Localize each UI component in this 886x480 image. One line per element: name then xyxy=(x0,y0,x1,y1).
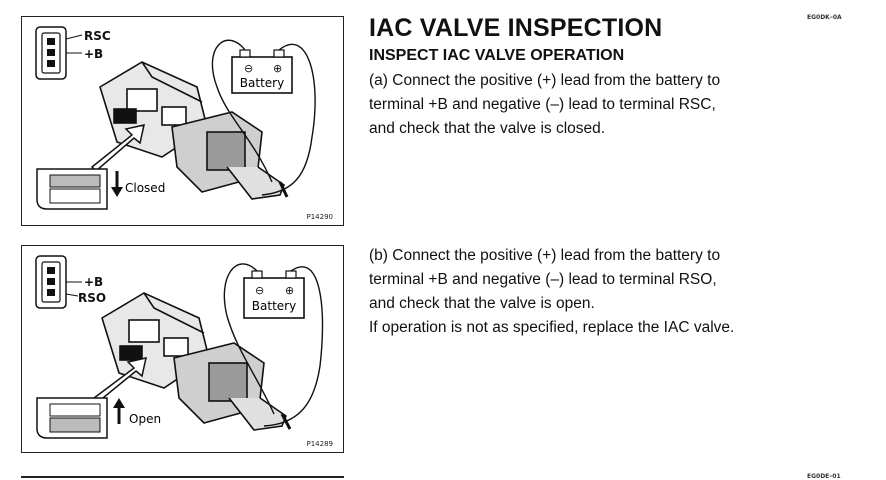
next-figure-top-border xyxy=(21,476,344,478)
section-subtitle: INSPECT IAC VALVE OPERATION xyxy=(369,47,625,64)
battery-label: Battery xyxy=(239,76,285,90)
figure-valve-open xyxy=(21,245,344,453)
terminal-label-top: +B xyxy=(84,275,104,289)
figure-valve-closed xyxy=(21,16,344,226)
figure-code: P14289 xyxy=(306,440,333,448)
svg-text:⊕: ⊕ xyxy=(273,62,283,75)
connector-icon xyxy=(36,27,82,79)
svg-text:⊖: ⊖ xyxy=(244,62,254,75)
terminal-label-bottom: +B xyxy=(84,47,104,61)
step-a-instruction: (a) Connect the positive (+) lead from the battery to terminal +B and negative (–) lead to terminal RSC, and check that the valve is closed. xyxy=(369,72,721,137)
svg-text:⊖: ⊖ xyxy=(255,284,265,297)
valve-open-illustration xyxy=(22,246,345,454)
document-code-top: EG0DK–0A xyxy=(807,14,842,21)
connector-icon xyxy=(36,256,82,308)
battery-label: Battery xyxy=(251,299,297,313)
arrow-up-icon xyxy=(113,398,125,424)
step-b-instruction: (b) Connect the positive (+) lead from the battery to terminal +B and negative (–) lead to terminal RSO, and check that the valve is open. If operation is not as specified, replace the IAC valve. xyxy=(369,247,735,336)
page-title: IAC VALVE INSPECTION xyxy=(369,14,663,42)
valve-closed-illustration xyxy=(22,17,345,227)
svg-text:⊕: ⊕ xyxy=(285,284,295,297)
valve-state-label: Open xyxy=(129,412,162,426)
valve-state-inset xyxy=(37,169,107,209)
valve-state-inset xyxy=(37,398,107,438)
document-code-bottom: EG0DE–01 xyxy=(807,473,841,480)
valve-state-label: Closed xyxy=(125,181,166,195)
terminal-label-bottom: RSO xyxy=(78,291,107,305)
terminal-label-top: RSC xyxy=(84,29,111,43)
arrow-down-icon xyxy=(111,171,123,197)
figure-code: P14290 xyxy=(306,213,333,221)
